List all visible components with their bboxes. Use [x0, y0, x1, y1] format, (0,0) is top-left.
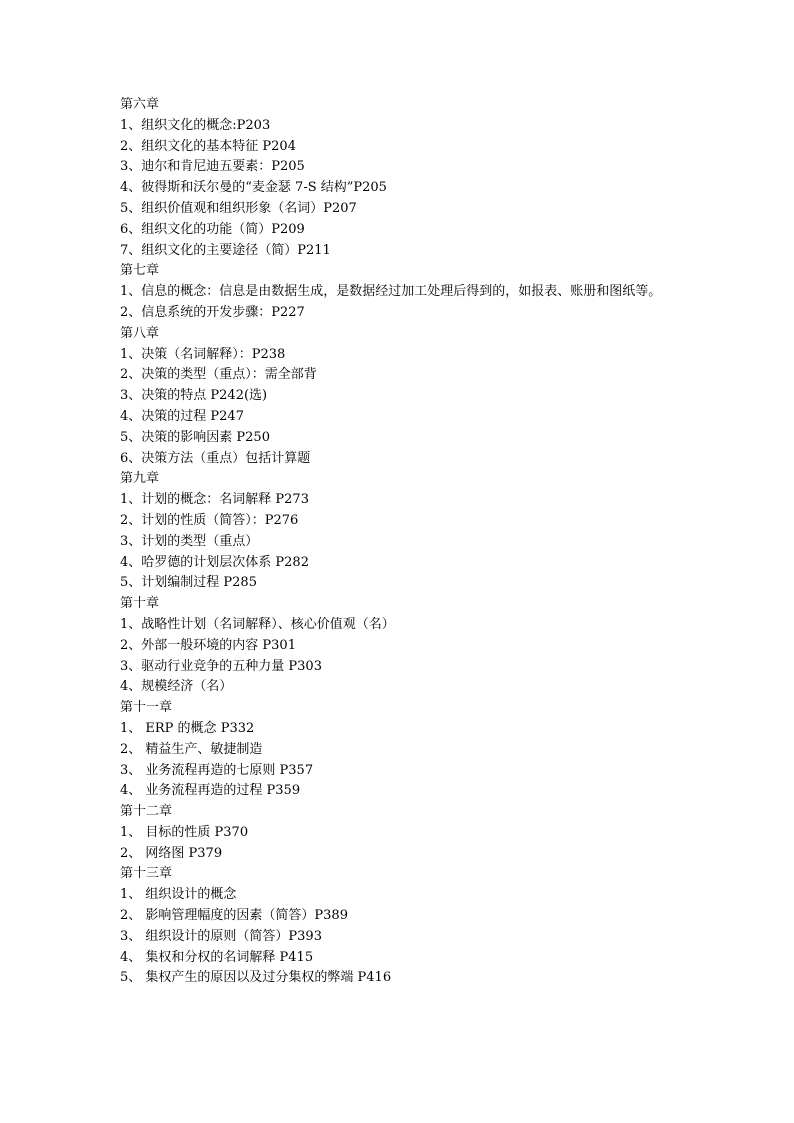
chapter-heading: 第九章: [120, 471, 160, 487]
list-item: 5、计划编制过程 P285: [120, 575, 257, 591]
list-item: 3、 业务流程再造的七原则 P357: [120, 762, 314, 778]
list-item: 1、 目标的性质 P370: [120, 824, 249, 840]
list-item: 6、决策方法（重点）包括计算题: [120, 450, 311, 466]
list-item: 2、决策的类型（重点）：需全部背: [120, 367, 317, 383]
list-item: 2、信息系统的开发步骤：P227: [120, 304, 305, 320]
list-item: 2、外部一般环境的内容 P301: [120, 637, 296, 653]
list-item: 5、 集权产生的原因以及过分集权的弊端 P416: [120, 970, 392, 986]
chapter-heading: 第十三章: [120, 866, 173, 882]
list-item: 3、计划的类型（重点）: [120, 533, 259, 549]
list-item: 6、组织文化的功能（简）P209: [120, 221, 305, 237]
list-item: 5、决策的影响因素 P250: [120, 429, 270, 445]
list-item: 1、战略性计划（名词解释）、核心价值观（名）: [120, 616, 395, 632]
list-item: 2、 影响管理幅度的因素（简答）P389: [120, 908, 348, 924]
list-item: 2、组织文化的基本特征 P204: [120, 138, 296, 154]
list-item: 1、信息的概念：信息是由数据生成，是数据经过加工处理后得到的，如报表、账册和图纸等。: [120, 284, 662, 300]
chapter-heading: 第十二章: [120, 804, 173, 820]
chapter-heading: 第十章: [120, 596, 160, 612]
chapter-heading: 第八章: [120, 325, 160, 341]
list-item: 1、 组织设计的概念: [120, 887, 237, 903]
list-item: 4、彼得斯和沃尔曼的“麦金瑟 7-S 结构”P205: [120, 180, 387, 196]
list-item: 5、组织价值观和组织形象（名词）P207: [120, 200, 357, 216]
list-item: 1、组织文化的概念:P203: [120, 117, 271, 133]
list-item: 4、哈罗德的计划层次体系 P282: [120, 554, 309, 570]
list-item: 3、迪尔和肯尼迪五要素：P205: [120, 159, 305, 175]
list-item: 7、组织文化的主要途径（简）P211: [120, 242, 331, 258]
list-item: 3、决策的特点 P242(选): [120, 388, 268, 404]
chapter-heading: 第六章: [120, 97, 160, 112]
list-item: 4、决策的过程 P247: [120, 408, 244, 424]
chapter-heading: 第十一章: [120, 700, 173, 716]
list-item: 1、计划的概念：名词解释 P273: [120, 492, 309, 508]
list-item: 3、驱动行业竞争的五种力量 P303: [120, 658, 322, 674]
list-item: 4、规模经济（名）: [120, 679, 233, 695]
list-item: 1、决策（名词解释）：P238: [120, 346, 286, 362]
list-item: 3、 组织设计的原则（简答）P393: [120, 928, 322, 944]
document-content: [120, 95, 700, 989]
list-item: 1、 ERP 的概念 P332: [120, 720, 255, 736]
list-item: 2、 精益生产、敏捷制造: [120, 741, 263, 757]
list-item: 4、 业务流程再造的过程 P359: [120, 783, 301, 799]
list-item: 4、 集权和分权的名词解释 P415: [120, 949, 314, 965]
list-item: 2、 网络图 P379: [120, 845, 223, 861]
chapter-heading: 第七章: [120, 263, 160, 279]
list-item: 2、计划的性质（简答）：P276: [120, 512, 299, 528]
